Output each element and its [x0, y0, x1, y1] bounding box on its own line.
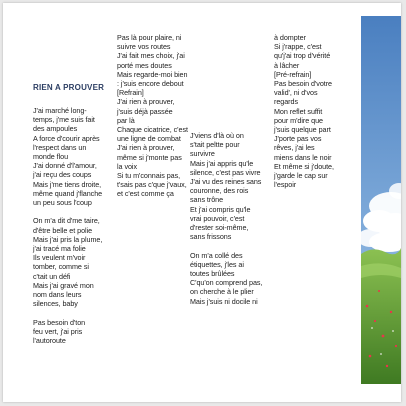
lyrics-column-4: [274, 33, 334, 199]
lyric-line: J'porte pas vos: [274, 134, 322, 144]
lyric-line: Ils veulent m'voir: [33, 253, 86, 263]
lyric-line: couronne, des rois: [190, 186, 249, 196]
lyric-line: pour m'dire que: [274, 115, 323, 125]
lyric-line: Et j'ai compris qu'le: [190, 204, 251, 214]
lyric-line: s'tait peltte pour: [190, 140, 240, 150]
lyric-line: j'ai reçu des coups: [33, 170, 92, 180]
lyric-line: On m'a collé des: [190, 250, 243, 260]
lyric-line: t'sais pas c'que j'vaux,: [117, 180, 187, 190]
lyric-line: porté mes doutes: [117, 60, 172, 70]
lyric-line: monde flou: [33, 152, 69, 162]
lyric-line: suivre vos routes: [117, 42, 171, 52]
lyric-line: [Refrain]: [117, 88, 144, 98]
lyric-line: à lâcher: [274, 60, 300, 70]
lyric-line: Mon reflet suffit: [274, 106, 323, 116]
lyric-line: l'autoroute: [33, 336, 66, 346]
lyric-line: On m'a dit d'me taire,: [33, 216, 100, 226]
lyric-line: même si j'monte pas: [117, 152, 182, 162]
lyric-line: étiquettes, j'les ai: [190, 259, 244, 269]
lyric-line: J'ai fait mes choix, j'ai: [117, 51, 185, 61]
lyric-line: d'être belle et polie: [33, 225, 93, 235]
lyric-line: j'suis déjà passée: [117, 106, 173, 116]
stanza: [117, 33, 188, 199]
lyrics-column-2: [117, 33, 188, 208]
lyric-line: Si j'rappe, c'est: [274, 42, 322, 52]
lyric-line: j'ai tracé ma folie: [33, 244, 86, 254]
lyric-line: Mais j'ai gravé mon: [33, 280, 94, 290]
lyric-line: tomber, comme si: [33, 262, 89, 272]
lyric-line: C'qu'on comprend pas,: [190, 278, 263, 288]
lyric-line: Pas là pour plaire, ni: [117, 33, 182, 42]
lyric-line: j'suis quelque part: [274, 125, 331, 135]
lyric-line: l'espoir: [274, 180, 297, 190]
lyric-line: Mais j'ai pris la plume,: [33, 234, 103, 244]
lyric-line: nom dans leurs: [33, 290, 82, 300]
lyric-line: la voix: [117, 161, 138, 171]
lyric-line: j'garde le cap sur: [274, 171, 328, 181]
lyric-line: c'tait un défi: [33, 271, 71, 281]
lyric-line: par là: [117, 115, 135, 125]
lyrics-column-3: [190, 131, 262, 315]
lyric-line: on cherche à le plier: [190, 287, 254, 297]
stanza: [33, 216, 102, 308]
lyric-line: regards: [274, 97, 299, 107]
lyric-line: [Pré-refrain]: [274, 69, 312, 79]
lyric-line: rêves, j'ai les: [274, 143, 315, 153]
lyrics-page: [3, 3, 401, 402]
lyric-line: même quand j'flanche: [33, 188, 103, 198]
lyric-line: valid', ni d'vos: [274, 88, 318, 98]
lyric-line: Et même si j'doute,: [274, 161, 334, 171]
lyric-line: A force d'courir après: [33, 133, 100, 143]
lyric-line: J'ai donné d'l'amour,: [33, 161, 97, 171]
lyric-line: Mais j'me tiens droite,: [33, 179, 102, 189]
lyric-line: silence, c'est pas vivre: [190, 167, 261, 177]
lyric-line: une ligne de combat: [117, 134, 181, 144]
lyric-line: J'ai vu des reines sans: [190, 177, 262, 187]
song-title: RIEN A PROUVER: [33, 83, 105, 92]
stanza: [190, 131, 262, 241]
lyric-line: J'ai marché long-: [33, 106, 87, 115]
lyric-line: l'respect dans un: [33, 142, 87, 152]
lyric-line: temps, j'me suis fait: [33, 115, 95, 125]
lyric-line: J'ai rien à prouver,: [117, 143, 175, 153]
lyric-line: Pas besoin d'ton: [33, 317, 86, 327]
lyric-line: Mais j'suis ni docile ni: [190, 296, 258, 306]
lyric-line: Mais regarde-moi bien: [117, 69, 188, 79]
lyric-line: sans frissons: [190, 232, 232, 242]
lyric-line: d'rester soi-même,: [190, 223, 249, 233]
stanza: [33, 106, 102, 207]
stanza: [190, 251, 262, 306]
lyric-line: des ampoules: [33, 124, 78, 134]
lyric-line: miens dans le noir: [274, 152, 332, 162]
lyric-line: J'viens d'là où on: [190, 131, 244, 140]
stanza: [274, 33, 334, 189]
lyrics-column-1: [33, 106, 102, 354]
lyric-line: vrai pouvoir, c'est: [190, 213, 245, 223]
lyric-line: à dompter: [274, 33, 306, 42]
lyric-line: et c'est comme ça: [117, 189, 174, 199]
sky-meadow-illustration: [361, 16, 401, 384]
lyric-line: : j'suis encore debout: [117, 79, 184, 89]
stanza: [33, 318, 102, 346]
sky-meadow-image: [361, 16, 401, 384]
lyric-line: Si tu m'connais pas,: [117, 171, 181, 181]
lyric-line: Pas besoin d'votre: [274, 79, 333, 89]
lyric-line: qu'j'ai trop d'vérité: [274, 51, 331, 61]
lyric-line: feu vert, j'ai pris: [33, 326, 83, 336]
lyric-line: sans trône: [190, 195, 224, 205]
lyric-line: J'ai rien à prouver,: [117, 97, 175, 107]
lyric-line: un peu sous l'coup: [33, 198, 92, 208]
lyric-line: toutes brûlées: [190, 269, 235, 279]
lyric-line: survivre: [190, 149, 215, 159]
lyric-line: Mais j'ai appris qu'le: [190, 158, 254, 168]
lyric-line: silences, baby: [33, 299, 78, 309]
lyric-line: Chaque cicatrice, c'est: [117, 125, 188, 135]
